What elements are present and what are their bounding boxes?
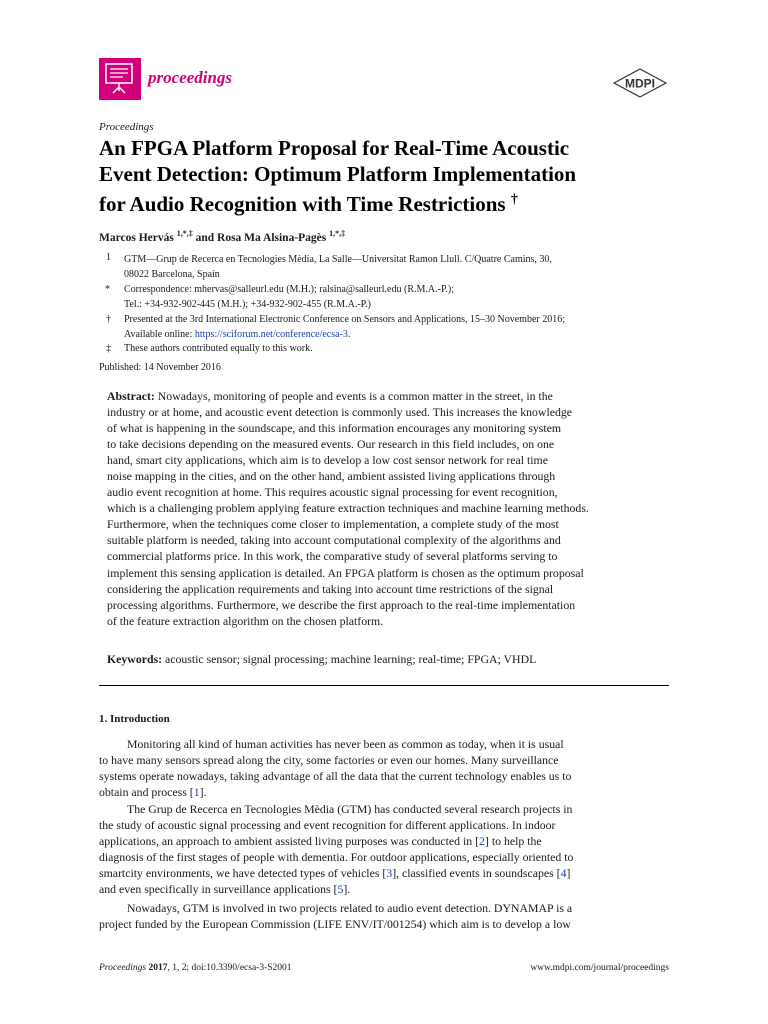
affiliation-1-mark: 1 (106, 252, 111, 263)
section-type: Proceedings (99, 121, 154, 133)
paragraph-line-mid: ], classified events in soundscapes [ (392, 866, 561, 881)
affiliation-1 (124, 252, 672, 282)
title-line-2: Event Detection: Optimum Platform Implementation (99, 162, 577, 186)
citation-link[interactable]: 1 (193, 785, 200, 800)
abstract (107, 388, 669, 629)
abstract-line: commercial platforms price. In this work, the comparative study of several platforms serving to (107, 549, 558, 564)
abstract-line: industry or at home, and acoustic event detection is commonly used. This increases the knowledge (107, 405, 572, 420)
citation-close: ] (566, 866, 571, 881)
paragraph-line: applications, an approach to ambient assisted living purposes was conducted in [ (99, 834, 480, 849)
footer-citation (99, 963, 292, 973)
abstract-line: to take decisions depending on the measured events. Our research in this field includes, on one (107, 437, 555, 452)
abstract-line: of the feature extraction algorithm on the chosen platform. (107, 613, 384, 628)
footer-journal: Proceedings (99, 963, 147, 973)
author-1-affil: 1,*,‡ (176, 229, 193, 238)
paragraph-line: and even specifically in surveillance applications [ (99, 882, 338, 897)
abstract-line: suitable platform is needed, taking into account computational complexity of the algorithms and (107, 533, 561, 548)
journal-logo (99, 58, 141, 100)
keywords-text: acoustic sensor; signal processing; machine learning; real-time; FPGA; VHDL (162, 652, 537, 666)
paragraph-line: project funded by the European Commission (LIFE ENV/IT/001254) which aim is to develop a low (99, 917, 571, 932)
paragraph-line: The Grup de Recerca en Tecnologies Mèdia (GTM) has conducted several research projects in (127, 802, 573, 816)
presented-mark: † (106, 314, 111, 325)
available-online-period: . (347, 329, 351, 340)
presented-note (124, 312, 672, 342)
paragraph-line: Nowadays, GTM is involved in two projects related to audio event detection. DYNAMAP is a (127, 901, 573, 915)
affiliation-1-line-2: 08022 Barcelona, Spain (124, 269, 220, 280)
section-heading-introduction: 1. Introduction (99, 713, 170, 725)
intro-paragraph-3 (99, 900, 669, 932)
presented-line-1: Presented at the 3rd International Electronic Conference on Sensors and Applications, 15–30 November 2016; (124, 314, 565, 325)
abstract-line: audio event recognition at home. This requires acoustic signal processing for event recognition, (107, 485, 558, 500)
equal-contribution-mark: ‡ (106, 343, 111, 354)
abstract-line: which is a challenging problem applying feature extraction techniques and machine learning methods. (107, 501, 589, 516)
section-divider (99, 685, 669, 686)
available-online-label: Available online: (124, 329, 195, 340)
abstract-line: processing algorithms. Furthermore, we describe the first approach to the real-time implementation (107, 597, 576, 612)
citation-close: ]. (343, 882, 351, 897)
title-footnote-mark: † (510, 192, 518, 207)
abstract-line: hand, smart city applications, which aim is to develop a low cost sensor network for real time (107, 453, 548, 468)
correspondence-line-2: Tel.: +34-932-902-445 (M.H.); +34-932-902-455 (R.M.A.-P.) (124, 299, 371, 310)
citation-link[interactable]: 4 (560, 866, 567, 881)
citation-link[interactable]: 2 (479, 834, 485, 849)
paragraph-line: diagnosis of the first stages of people with dementia. For outdoor applications, especially oriented to (99, 850, 574, 865)
keywords (107, 652, 669, 667)
paragraph-line: obtain and process [ (99, 785, 194, 800)
published-date: Published: 14 November 2016 (99, 362, 221, 373)
mdpi-logo-text: MDPI (625, 76, 655, 91)
title-line-3: for Audio Recognition with Time Restrictions (99, 192, 506, 216)
paragraph-line: systems operate nowadays, taking advantage of all the data that the current technology enables us to (99, 769, 572, 784)
footer-year: 2017 (148, 963, 168, 973)
journal-name: proceedings (148, 68, 233, 87)
author-2: Rosa Ma Alsina-Pagès (217, 231, 327, 244)
abstract-line: considering the application requirements and taking into account time restrictions of the signal (107, 581, 554, 596)
abstract-line: noise mapping in the cities, and on the other hand, ambient assisted living applications through (107, 469, 556, 484)
abstract-line: Nowadays, monitoring of people and events is a common matter in the street, in the (154, 389, 553, 403)
paper-title (99, 135, 679, 217)
correspondence-line-1: Correspondence: mhervas@salleurl.edu (M.H.); ralsina@salleurl.edu (R.M.A.-P.); (124, 284, 455, 295)
intro-paragraph-2 (99, 801, 669, 897)
correspondence (124, 282, 672, 312)
affiliation-1-line-1: GTM—Grup de Recerca en Tecnologies Mèdia, La Salle—Universitat Ramon Llull. C/Quatre Camins, 30, (124, 254, 552, 265)
citation-link[interactable]: 5 (337, 882, 344, 897)
abstract-line: implement this sensing application is detailed. An FPGA platform is chosen as the optimum proposal (107, 565, 584, 580)
paragraph-line: the study of acoustic signal processing and event recognition for different applications. In indoor (99, 818, 556, 833)
conference-link[interactable]: https://sciforum.net/conference/ecsa-3 (194, 329, 348, 340)
equal-contribution-note: These authors contributed equally to this work. (124, 343, 313, 354)
author-1: Marcos Hervás (99, 231, 174, 244)
author-2-affil: 1,*,‡ (329, 229, 346, 238)
citation-close: ]. (199, 785, 207, 800)
footer-doi: , 1, 2; doi:10.3390/ecsa-3-S2001 (167, 963, 292, 973)
abstract-line: Furthermore, when the techniques come closer to implementation, a complete study of the most (107, 517, 559, 532)
abstract-label: Abstract: (107, 389, 155, 403)
paragraph-line-tail: ] to help the (484, 834, 542, 849)
title-line-1: An FPGA Platform Proposal for Real-Time Acoustic (99, 136, 570, 160)
paragraph-line: smartcity environments, we have detected types of vehicles [ (99, 866, 387, 881)
paragraph-line: to have many sensors spread along the city, some factories or even our homes. Many surveillance (99, 753, 559, 768)
author-and: and (192, 231, 218, 244)
intro-paragraph-1 (99, 736, 669, 800)
paragraph-line: Monitoring all kind of human activities has never been as common as today, when it is usual (127, 737, 564, 751)
abstract-line: of what is happening in the soundscape, and this information encourages any monitoring system (107, 421, 562, 436)
mdpi-logo (612, 68, 668, 98)
keywords-label: Keywords: (107, 652, 163, 666)
footer-url[interactable]: www.mdpi.com/journal/proceedings (530, 963, 669, 973)
author-list (99, 229, 345, 244)
correspondence-mark: * (105, 284, 110, 295)
citation-link[interactable]: 3 (386, 866, 393, 881)
